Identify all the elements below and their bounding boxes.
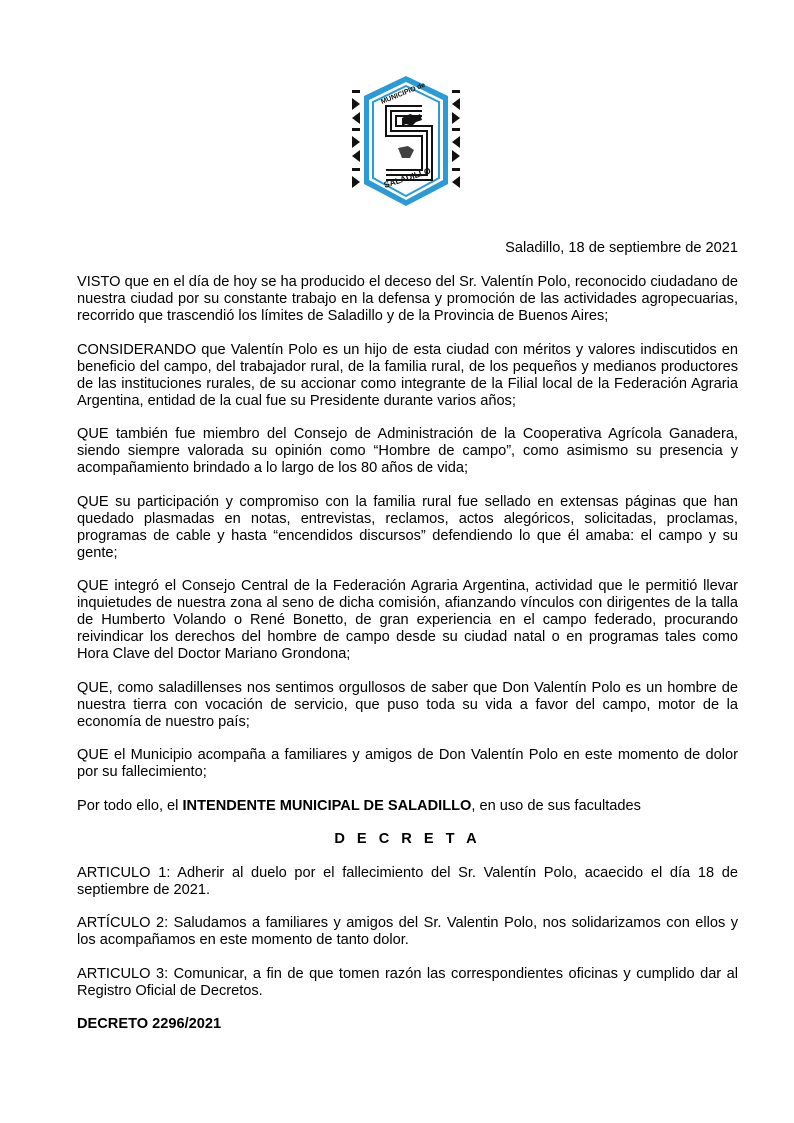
que-paragraph-4: QUE, como saladillenses nos sentimos orgullosos de saber que Don Valentín Polo es un hombre de nuestra tierra con vocación de servicio, que puso toda su vida a favor del campo, motor de la economía de nuestro país; (77, 679, 738, 730)
logo-bottom-text: SALADILLO (382, 165, 432, 190)
document-date: Saladillo, 18 de septiembre de 2021 (505, 240, 738, 256)
articulo-3: ARTICULO 3: Comunicar, a fin de que tomen razón las correspondientes oficinas y cumplido dar al Registro Oficial de Decretos. (77, 965, 738, 999)
decreta-heading: D E C R E T A (334, 831, 481, 847)
decreto-number: DECRETO 2296/2021 (77, 1016, 222, 1032)
document-body (77, 274, 738, 1050)
articulo-2: ARTÍCULO 2: Saludamos a familiares y amigos del Sr. Valentin Polo, nos solidarizamos con ellos y los acompañamos en este momento de tanto dolor. (77, 915, 738, 948)
municipio-saladillo-logo (348, 74, 464, 208)
que-paragraph-1: QUE también fue miembro del Consejo de Administración de la Cooperativa Agrícola Ganadera, siendo siempre valorada su opinión como “Hombre de campo”, como asimismo su presencia y acompañamiento brindado a lo largo de los 80 años de vida; (77, 426, 738, 476)
que-paragraph-2: QUE su participación y compromiso con la familia rural fue sellado en extensas páginas que han quedado plasmadas en notas, entrevistas, reclamos, actos alegóricos, solicitadas, proclamas, programas de cable y hasta “encendidos discursos” defendiendo lo que él amaba: el campo y su gente; (77, 493, 738, 561)
por-todo-paragraph (77, 798, 738, 815)
por-todo-end: , en uso de sus facultades (471, 797, 641, 814)
que-paragraph-3: QUE integró el Consejo Central de la Federación Agraria Argentina, actividad que le permitió llevar inquietudes de nuestra zona al seno de dicha comisión, afianzando vínculos con dirigentes de la talla de Humberto Volando o René Bonetto, de gran experiencia en el campo federado, procurando reivindicar los derechos del hombre de campo desde su ciudad natal o en programas tales como Hora Clave del Doctor Mariano Grondona; (77, 578, 738, 662)
logo-top-text: MUNICIPIO de (380, 81, 427, 106)
articulo-1: ARTICULO 1: Adherir al duelo por el fallecimiento del Sr. Valentín Polo, acaecido el día 18 de septiembre de 2021. (77, 864, 738, 898)
que-paragraph-5: QUE el Municipio acompaña a familiares y amigos de Don Valentín Polo en este momento de dolor por su fallecimiento; (77, 747, 738, 780)
logo-left-pattern (352, 90, 360, 188)
intendente-title: INTENDENTE MUNICIPAL DE SALADILLO (182, 797, 472, 814)
por-todo-intro: Por todo ello, el (77, 797, 183, 814)
considerando-paragraph: CONSIDERANDO que Valentín Polo es un hijo de esta ciudad con méritos y valores indiscutidos en beneficio del campo, del trabajador rural, de la familia rural, de los pequeños y medianos productores de las instituciones rurales, de su accionar como integrante de la Filial local de la Federación Agraria Argentina, entidad de la cual fue su Presidente durante varios años; (77, 341, 738, 409)
visto-paragraph: VISTO que en el día de hoy se ha producido el deceso del Sr. Valentín Polo, reconocido ciudadano de nuestra ciudad por su constante trabajo en la defensa y promoción de las actividades agropecuarias, recorrido que trascendió los límites de Saladillo y de la Provincia de Buenos Aires; (77, 274, 738, 324)
logo-right-pattern (452, 90, 460, 188)
